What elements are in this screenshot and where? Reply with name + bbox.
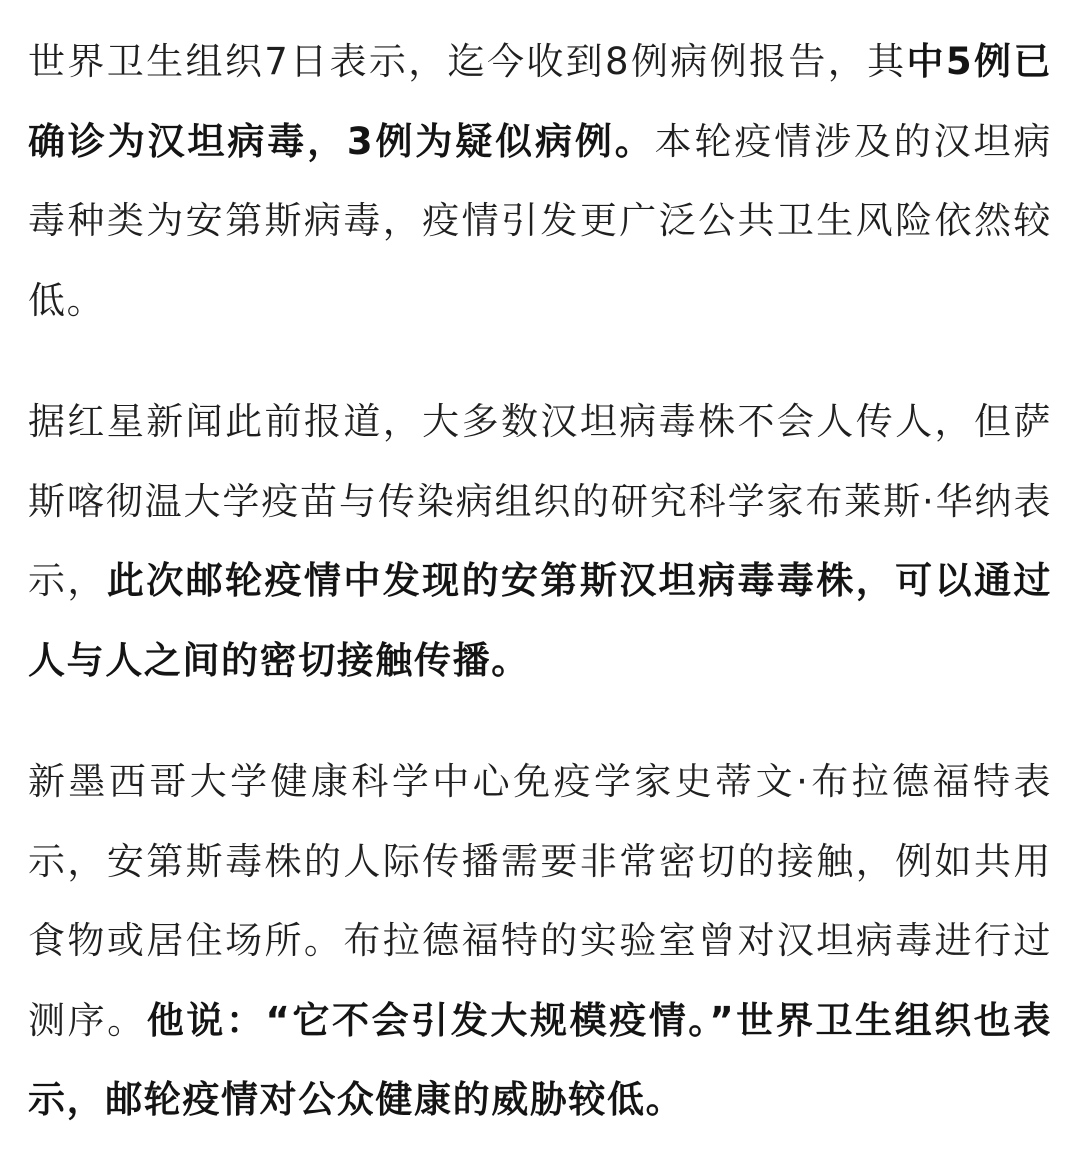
paragraph-2-text: 据红星新闻此前报道，大多数汉坦病毒株不会人传人，但萨斯喀彻温大学疫苗与传染病组织的研究科学家布莱斯·华纳表示， [28, 400, 1052, 602]
paragraph-immunologist-quote [28, 742, 1052, 1140]
paragraph-3-text: 新墨西哥大学健康科学中心免疫学家史蒂文·布拉德福特表示，安第斯毒株的人际传播需要非常密切的接触，例如共用食物或居住场所。布拉德福特的实验室曾对汉坦病毒进行过测序。 [28, 760, 1052, 1042]
paragraph-3-bold-text: 他说：“它不会引发大规模疫情。”世界卫生组织也表示，邮轮疫情对公众健康的威胁较低。 [28, 998, 1052, 1121]
paragraph-1-text: 本轮疫情涉及的汉坦病毒种类为安第斯病毒，疫情引发更广泛公共卫生风险依然较低。 [28, 119, 1053, 322]
paragraph-1-text: 世界卫生组织7日表示，迄今收到8例病例报告，其 [28, 40, 907, 83]
article-body [28, 22, 1052, 1140]
paragraph-transmission-report [28, 382, 1052, 700]
paragraph-who-case-report [28, 22, 1052, 340]
paragraph-2-bold-text: 此次邮轮疫情中发现的安第斯汉坦病毒毒株，可以通过人与人之间的密切接触传播。 [28, 559, 1053, 682]
paragraph-1-bold-text: 中5例已确诊为汉坦病毒，3例为疑似病例。 [28, 40, 1052, 163]
